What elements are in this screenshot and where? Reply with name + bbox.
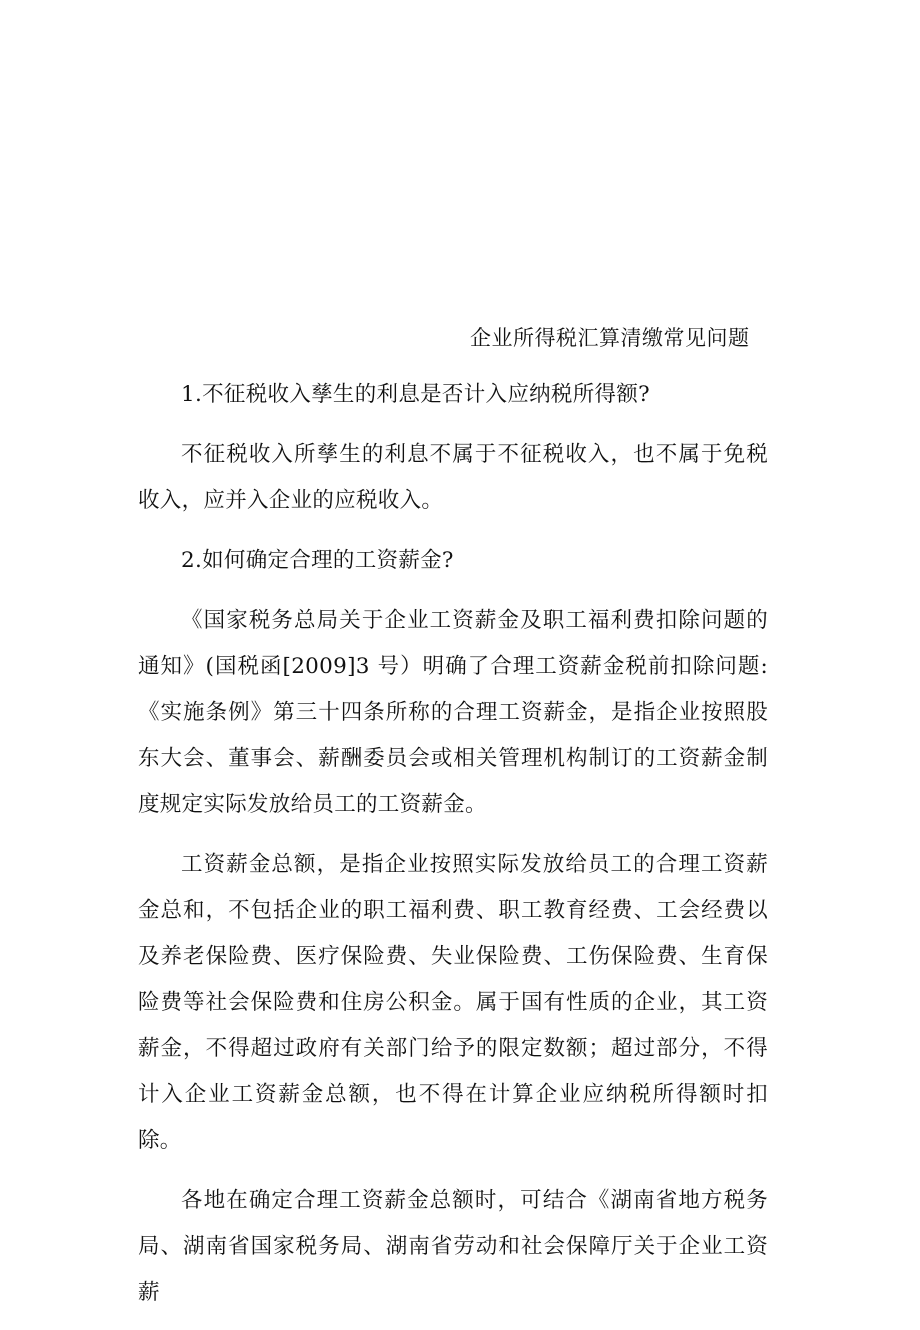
question-1: 1.不征税收入孳生的利息是否计入应纳税所得额? xyxy=(181,382,650,407)
answer-1-paragraph: 不征税收入所孳生的利息不属于不征税收入，也不属于免税收入，应并入企业的应税收入。 xyxy=(138,442,768,513)
document-body xyxy=(138,372,768,1330)
question-2: 2.如何确定合理的工资薪金? xyxy=(181,548,454,573)
answer-2-paragraph-3: 各地在确定合理工资薪金总额时，可结合《湖南省地方税务局、湖南省国家税务局、湖南省劳动和社会保障厅关于企业工资薪 xyxy=(138,1188,768,1305)
document-title: 企业所得税汇算清缴常见问题 xyxy=(470,326,750,350)
answer-2-paragraph-2: 工资薪金总额，是指企业按照实际发放给员工的合理工资薪金总和，不包括企业的职工福利费、职工教育经费、工会经费以及养老保险费、医疗保险费、失业保险费、工伤保险费、生育保险费等社会保险费和住房公积金。属于国有性质的企业，其工资薪金，不得超过政府有关部门给予的限定数额；超过部分，不得计入企业工资薪金总额，也不得在计算企业应纳税所得额时扣除。 xyxy=(138,852,768,1153)
answer-2-paragraph-1: 《国家税务总局关于企业工资薪金及职工福利费扣除问题的通知》(国税函[2009]3 号）明确了合理工资薪金税前扣除问题:《实施条例》第三十四条所称的合理工资薪金，是指企业按照股东大会、董事会、薪酬委员会或相关管理机构制订的工资薪金制度规定实际发放给员工的工资薪金。 xyxy=(138,608,768,817)
